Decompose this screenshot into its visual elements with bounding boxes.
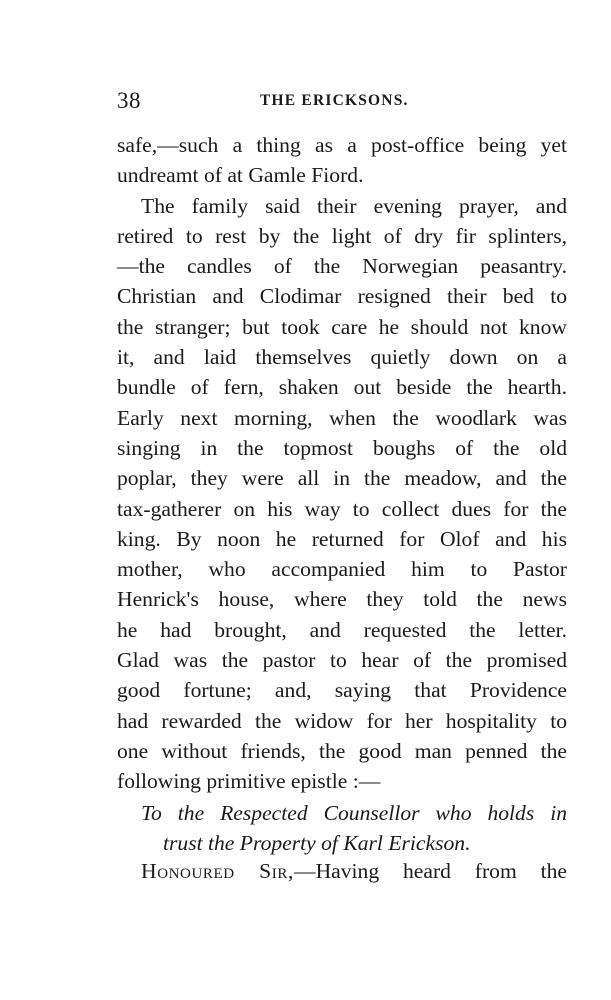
text-line: Glad was the pastor to hear of the promised: [117, 648, 567, 673]
text-line: poplar, they were all in the meadow, and the: [117, 466, 567, 491]
text-line: king. By noon he returned for Olof and his: [117, 526, 567, 551]
text-line: had rewarded the widow for her hospitality to: [117, 708, 567, 733]
text-line: safe,—such a thing as a post-office being yet: [117, 133, 567, 157]
page-number: 38: [117, 88, 141, 113]
text-line: retired to rest by the light of dry fir splinters,: [117, 223, 567, 248]
body-text: [117, 130, 567, 797]
text-line: Early next morning, when the woodlark was: [117, 405, 567, 430]
page-header: [117, 88, 567, 116]
text-line: undreamt of at Gamle Fiord.: [117, 163, 364, 188]
text-line: he had brought, and requested the letter.: [117, 617, 567, 642]
text-line: Christian and Clodimar resigned their bed to: [117, 284, 567, 309]
text-line: tax-gatherer on his way to collect dues for the: [117, 496, 567, 521]
text-line: mother, who accompanied him to Pastor: [117, 557, 567, 582]
text-line: the stranger; but took care he should not know: [117, 314, 567, 339]
text-line: —the candles of the Norwegian peasantry.: [117, 254, 567, 279]
running-head: THE ERICKSONS.: [260, 92, 409, 109]
text-line: it, and laid themselves quietly down on a: [117, 345, 567, 370]
salutation-rest: —Having heard from the: [293, 859, 567, 883]
text-line: following primitive epistle :—: [117, 769, 381, 794]
address-line: To the Respected Counsellor who holds in: [141, 801, 567, 825]
text-line: singing in the topmost boughs of the old: [117, 435, 567, 460]
salutation-smallcaps: Honoured Sir,: [141, 859, 294, 883]
text-line: Henrick's house, where they told the news: [117, 587, 567, 612]
text-line: one without friends, the good man penned the: [117, 738, 567, 763]
letter-salutation: [117, 856, 567, 886]
text-line: bundle of fern, shaken out beside the hearth.: [117, 375, 567, 400]
address-line: trust the Property of Karl Erickson.: [163, 831, 471, 856]
text-line: The family said their evening prayer, and: [141, 193, 567, 218]
letter-address: [117, 798, 567, 859]
text-line: good fortune; and, saying that Providence: [117, 678, 567, 703]
